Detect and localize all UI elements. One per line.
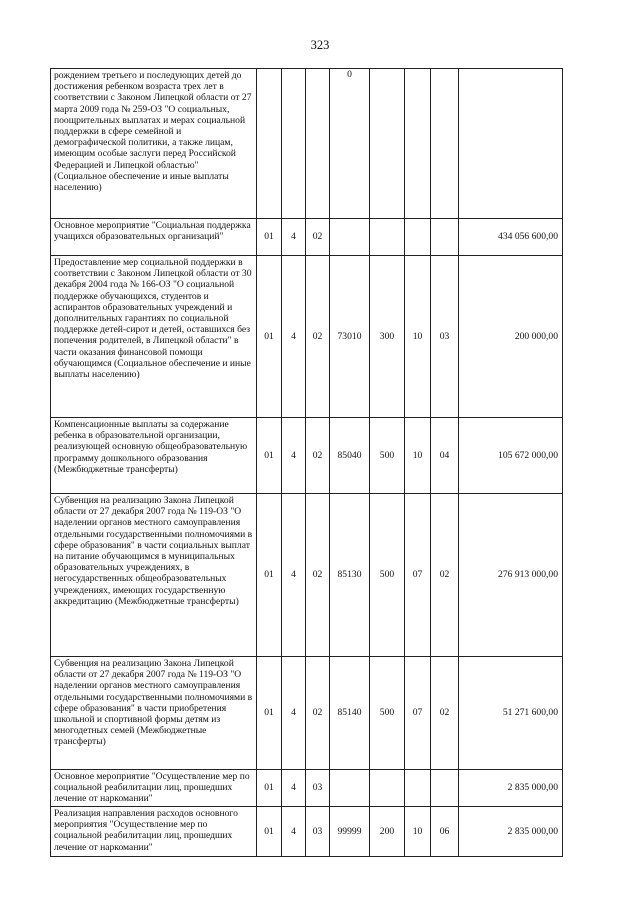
cell-expense-type: 500 — [370, 657, 405, 770]
cell-amount: 200 000,00 — [459, 256, 563, 418]
cell-subprogram: 4 — [282, 219, 306, 256]
page-number: 323 — [310, 38, 330, 52]
row-name: Реализация направления расходов основного мероприятия "Осуществление мер по социальной реабилитации лиц, прошедших лечение от наркомании" — [51, 807, 257, 857]
cell-direction: 0 — [330, 69, 370, 219]
cell-subprogram: 4 — [282, 770, 306, 807]
cell-amount: 276 913 000,00 — [459, 494, 563, 657]
cell-direction — [330, 770, 370, 807]
cell-section: 07 — [405, 494, 431, 657]
cell-subsection — [431, 770, 459, 807]
cell-expense-type: 200 — [370, 807, 405, 857]
cell-program — [257, 69, 282, 219]
cell-program: 01 — [257, 418, 282, 494]
table-row — [51, 494, 563, 657]
cell-subprogram: 4 — [282, 807, 306, 857]
cell-amount: 2 835 000,00 — [459, 770, 563, 807]
cell-event: 02 — [306, 418, 330, 494]
cell-subprogram: 4 — [282, 418, 306, 494]
cell-direction: 99999 — [330, 807, 370, 857]
cell-expense-type — [370, 219, 405, 256]
table-row — [51, 807, 563, 857]
row-name: Основное мероприятие "Осуществление мер по социальной реабилитации лиц, прошедших лечение от наркомании" — [51, 770, 257, 807]
cell-event — [306, 69, 330, 219]
cell-expense-type: 300 — [370, 256, 405, 418]
cell-expense-type — [370, 69, 405, 219]
cell-expense-type: 500 — [370, 418, 405, 494]
table-row — [51, 418, 563, 494]
cell-direction: 85040 — [330, 418, 370, 494]
cell-subprogram: 4 — [282, 494, 306, 657]
cell-program: 01 — [257, 494, 282, 657]
cell-subsection: 04 — [431, 418, 459, 494]
cell-program: 01 — [257, 807, 282, 857]
cell-direction: 85140 — [330, 657, 370, 770]
cell-subsection: 02 — [431, 657, 459, 770]
cell-event: 02 — [306, 256, 330, 418]
cell-section — [405, 219, 431, 256]
cell-subsection: 06 — [431, 807, 459, 857]
cell-direction: 85130 — [330, 494, 370, 657]
table-row — [51, 219, 563, 256]
row-name: рождением третьего и последующих детей до достижения ребенком возраста трех лет в соответствии с Законом Липецкой области от 27 марта 2009 года № 259-ОЗ "О социальных, поощрительных выплатах и мерах социальной поддержки в сфере семейной и демографической политики, а также лицам, имеющим особые заслуги перед Российской Федерацией и Липецкой областью" (Социальное обеспечение и иные выплаты населению) — [51, 69, 257, 219]
cell-amount: 2 835 000,00 — [459, 807, 563, 857]
cell-subprogram: 4 — [282, 657, 306, 770]
cell-section: 07 — [405, 657, 431, 770]
cell-event: 03 — [306, 770, 330, 807]
cell-amount: 105 672 000,00 — [459, 418, 563, 494]
cell-subprogram: 4 — [282, 256, 306, 418]
cell-section: 10 — [405, 418, 431, 494]
table-row — [51, 770, 563, 807]
cell-amount: 51 271 600,00 — [459, 657, 563, 770]
row-name: Предоставление мер социальной поддержки в соответствии с Законом Липецкой области от 30 декабря 2004 года № 166-ОЗ "О социальной поддержке обучающихся, студентов и аспирантов образовательных учреждений и дополнительных гарантиях по социальной поддержке детей-сирот и детей, оставшихся без попечения родителей, в Липецкой области" в части оказания финансовой помощи обучающимся (Социальное обеспечение и иные выплаты населению) — [51, 256, 257, 418]
cell-section: 10 — [405, 807, 431, 857]
cell-program: 01 — [257, 770, 282, 807]
cell-subsection — [431, 219, 459, 256]
cell-subprogram — [282, 69, 306, 219]
cell-program: 01 — [257, 657, 282, 770]
cell-section — [405, 69, 431, 219]
row-name: Субвенция на реализацию Закона Липецкой области от 27 декабря 2007 года № 119-ОЗ "О наделении органов местного самоуправления отдельными государственными полномочиями в сфере образования" в части приобретения школьной и спортивной формы детям из многодетных семей (Межбюджетные трансферты) — [51, 657, 257, 770]
cell-direction — [330, 219, 370, 256]
cell-direction: 73010 — [330, 256, 370, 418]
cell-event: 02 — [306, 494, 330, 657]
cell-expense-type — [370, 770, 405, 807]
cell-event: 02 — [306, 657, 330, 770]
cell-section — [405, 770, 431, 807]
table-row — [51, 256, 563, 418]
cell-program: 01 — [257, 256, 282, 418]
cell-section: 10 — [405, 256, 431, 418]
cell-subsection — [431, 69, 459, 219]
row-name: Субвенция на реализацию Закона Липецкой области от 27 декабря 2007 года № 119-ОЗ "О наделении органов местного самоуправления отдельными государственными полномочиями в сфере образования" в части социальных выплат на питание обучающимся в муниципальных образовательных учреждениях, в негосударственных общеобразовательных учреждениях, имеющих государственную аккредитацию (Межбюджетные трансферты) — [51, 494, 257, 657]
budget-table — [50, 68, 563, 857]
cell-event: 02 — [306, 219, 330, 256]
cell-amount: 434 056 600,00 — [459, 219, 563, 256]
table-row — [51, 657, 563, 770]
cell-event: 03 — [306, 807, 330, 857]
cell-subsection: 02 — [431, 494, 459, 657]
row-name: Основное мероприятие "Социальная поддержка учащихся образовательных организаций" — [51, 219, 257, 256]
cell-expense-type: 500 — [370, 494, 405, 657]
row-name: Компенсационные выплаты за содержание ребенка в образовательной организации, реализующей основную общеобразовательную программу дошкольного образования (Межбюджетные трансферты) — [51, 418, 257, 494]
table-row — [51, 69, 563, 219]
cell-program: 01 — [257, 219, 282, 256]
cell-amount — [459, 69, 563, 219]
cell-subsection: 03 — [431, 256, 459, 418]
